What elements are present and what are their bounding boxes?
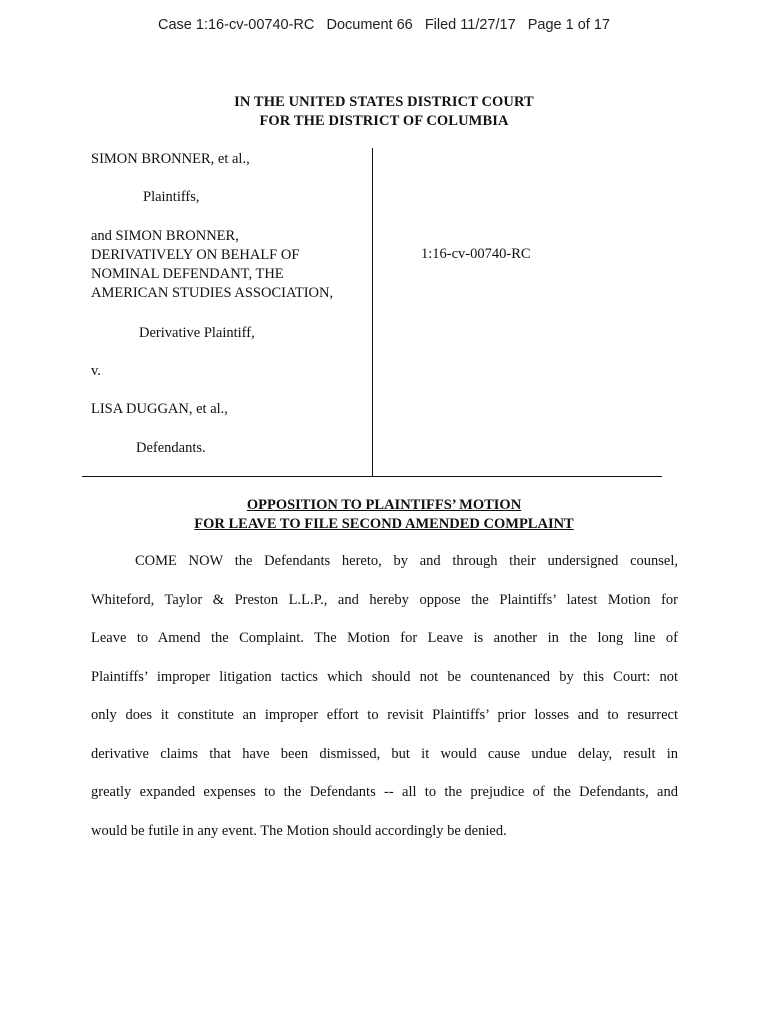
- plaintiff-role: Plaintiffs,: [143, 189, 200, 205]
- header-page-count: Page 1 of 17: [527, 17, 610, 33]
- body-line: Plaintiffs’ improper litigation tactics which should not be countenanced by this Court: not: [91, 669, 678, 685]
- versus-label: v.: [91, 363, 101, 379]
- body-line: greatly expanded expenses to the Defendants -- all to the prejudice of the Defendants, and: [91, 784, 678, 800]
- document-title-line-1: OPPOSITION TO PLAINTIFFS’ MOTION: [246, 497, 522, 513]
- court-name-line-2: FOR THE DISTRICT OF COLUMBIA: [259, 113, 509, 129]
- body-line: only does it constitute an improper effort to revisit Plaintiffs’ prior losses and to resurrect: [91, 707, 678, 723]
- caption-horizontal-divider: [82, 476, 662, 477]
- body-line: Leave to Amend the Complaint. The Motion for Leave is another in the long line of: [91, 630, 678, 646]
- body-line: COME NOW the Defendants hereto, by and through their undersigned counsel,: [135, 553, 678, 569]
- case-number: 1:16-cv-00740-RC: [421, 246, 531, 262]
- defendant-name: LISA DUGGAN, et al.,: [91, 401, 228, 417]
- derivative-party-line: AMERICAN STUDIES ASSOCIATION,: [91, 285, 334, 301]
- derivative-plaintiff-role: Derivative Plaintiff,: [139, 325, 255, 341]
- plaintiff-name: SIMON BRONNER, et al.,: [91, 151, 250, 167]
- court-name-line-1: IN THE UNITED STATES DISTRICT COURT: [234, 94, 534, 110]
- body-line: derivative claims that have been dismissed, but it would cause undue delay, result in: [91, 746, 678, 762]
- derivative-party-line: DERIVATIVELY ON BEHALF OF: [91, 247, 300, 263]
- header-case-number: Case 1:16-cv-00740-RC: [158, 17, 315, 33]
- filing-header: [0, 17, 768, 33]
- body-line: Whiteford, Taylor & Preston L.L.P., and hereby oppose the Plaintiffs’ latest Motion for: [91, 592, 678, 608]
- header-filed-date: Filed 11/27/17: [424, 17, 516, 33]
- caption-vertical-divider: [372, 148, 373, 477]
- document-title-line-2: FOR LEAVE TO FILE SECOND AMENDED COMPLAINT: [194, 516, 574, 532]
- defendant-role: Defendants.: [136, 440, 206, 456]
- derivative-party-line: and SIMON BRONNER,: [91, 228, 239, 244]
- derivative-party-line: NOMINAL DEFENDANT, THE: [91, 266, 284, 282]
- body-line: would be futile in any event. The Motion should accordingly be denied.: [91, 823, 507, 839]
- header-document-number: Document 66: [326, 17, 413, 33]
